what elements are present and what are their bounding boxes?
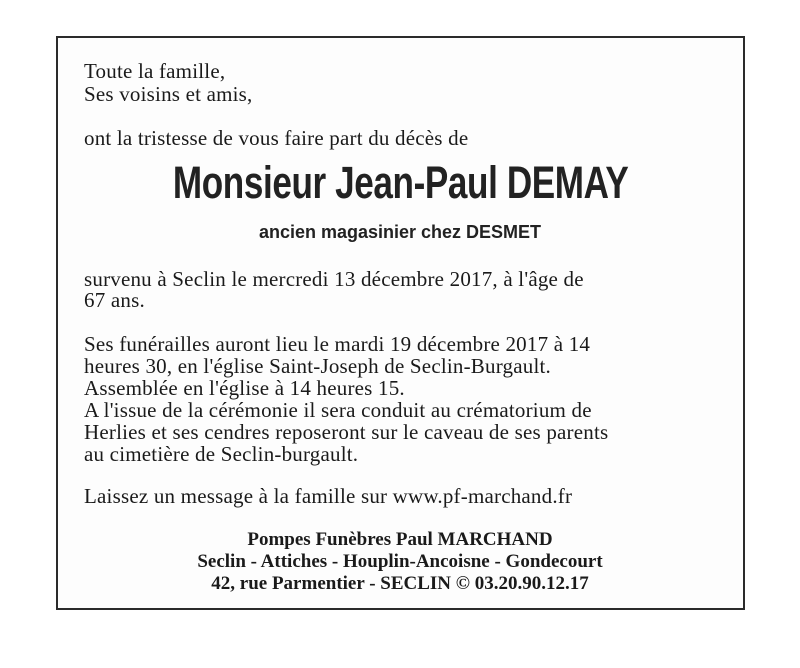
notice-frame — [56, 36, 745, 610]
funeral-line: Assemblée en l'église à 14 heures 15. — [84, 376, 405, 400]
funeral-line: au cimetière de Seclin-burgault. — [84, 442, 359, 466]
intro-announcement: ont la tristesse de vous faire part du décès de — [84, 126, 469, 150]
deceased-occupation: ancien magasinier chez DESMET — [258, 222, 542, 242]
funeral-line: Herlies et ses cendres reposeront sur le caveau de ses parents — [84, 420, 609, 444]
death-line-2: 67 ans. — [84, 288, 145, 312]
intro-neighbors: Ses voisins et amis, — [84, 82, 253, 106]
intro-family: Toute la famille, — [84, 59, 226, 83]
death-line-1: survenu à Seclin le mercredi 13 décembre 2017, à l'âge de — [84, 267, 584, 291]
funeral-line: A l'issue de la cérémonie il sera conduit au crématorium de — [84, 398, 592, 422]
funeral-home-name: Pompes Funèbres Paul MARCHAND — [247, 529, 553, 550]
funeral-line: Ses funérailles auront lieu le mardi 19 décembre 2017 à 14 — [84, 332, 591, 356]
funeral-home-towns: Seclin - Attiches - Houplin-Ancoisne - Gondecourt — [197, 551, 603, 572]
deceased-name: Monsieur Jean-Paul DEMAY — [172, 157, 629, 208]
message-invitation: Laissez un message à la famille sur www.pf-marchand.fr — [84, 484, 573, 508]
funeral-home-address: 42, rue Parmentier - SECLIN © 03.20.90.12.17 — [211, 573, 589, 594]
funeral-line: heures 30, en l'église Saint-Joseph de Seclin-Burgault. — [84, 354, 551, 378]
